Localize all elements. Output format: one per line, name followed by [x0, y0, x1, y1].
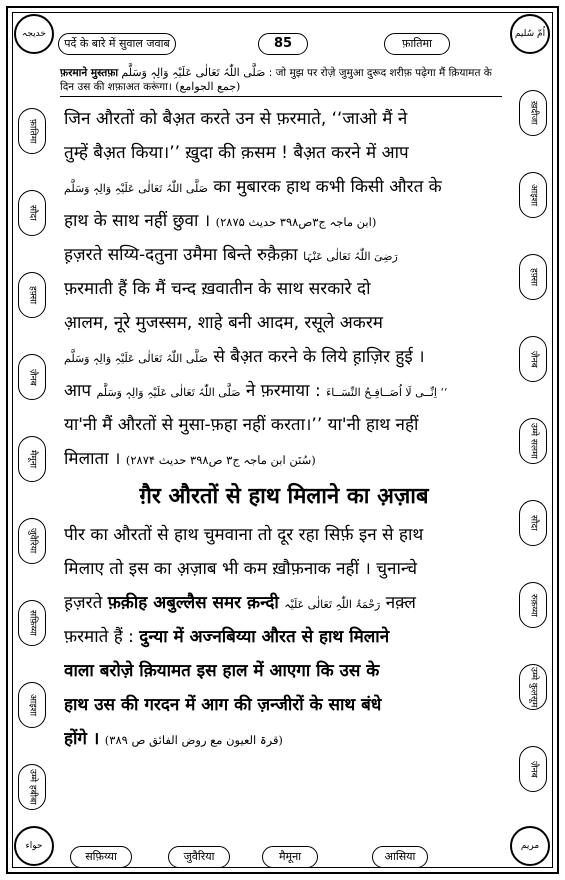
- hadith-arabic-quote: ‘‘ اِنِّــی لَا اُصَــافِـحُ النِّسَــاءَ: [326, 386, 448, 399]
- section-heading: ग़ैर औरतों से हाथ मिलाने का अ़ज़ाब: [139, 484, 429, 509]
- footer-tab-4: आसिया: [372, 846, 428, 868]
- corner-medallion-bottom-right: مریم: [510, 826, 550, 866]
- salutation-arabic: صَلَّی اللّٰہُ تَعَالٰی عَلَیْہِ وَالِہٖ وَسَلَّم: [64, 182, 208, 195]
- text-line: जिन औरतों को बैअ़त करते उन से फ़रमाते, ‘‘जाओ मैं ने: [64, 109, 408, 129]
- text-line-part: फ़रमाते हैं :: [64, 627, 134, 647]
- text-line: वाला बरोज़े क़ियामत इस हाल में आएगा कि उस के: [64, 661, 380, 681]
- top-note-text: : जो मुझ पर रोज़े जुमुआ दुरूद शरीफ़ पढ़ेगा मैं क़ियामत के दिन उस की: [60, 67, 492, 93]
- text-line-part: ह़ज़रते: [64, 593, 103, 613]
- salutation-arabic: صَلَّی اللّٰہُ تَعَالٰی عَلَیْہِ وَالِہٖ وَسَلَّم: [64, 352, 208, 365]
- text-line-part: का मुबारक हाथ कभी किसी औरत के: [213, 177, 442, 197]
- corner-medallion-top-right: اُمّ سُلیم: [510, 14, 550, 54]
- top-note-divider: [60, 96, 502, 97]
- text-line: या'नी मैं औरतों से मुसा-फ़हा नहीं करता।’’ या'नी हाथ नहीं: [64, 415, 419, 435]
- text-line-part: हाथ के साथ नहीं छुवा ।: [64, 211, 211, 231]
- book-reference: (قرۃ العیون مع روض الفائق ص ۳۸۹): [104, 733, 283, 747]
- rahmatullah-arabic: رَحْمَۃُ اللّٰہِ تَعَالٰی عَلَیْہ: [284, 598, 381, 611]
- text-line: आ़लम, नूरे मुजस्सम, शाहे बनी आदम, रसूले अकरम: [64, 313, 383, 333]
- text-line-part: मिलाता ।: [64, 449, 121, 469]
- side-medallion-right-5: उम्मे सलमा: [519, 418, 547, 464]
- text-line: पीर का औरतों से हाथ चुमवाना तो दूर रहा सिर्फ़ इन से हाथ: [64, 525, 424, 545]
- book-title-tab: पर्दे के बारे में सुवाल जवाब: [58, 33, 176, 55]
- text-line-part: आप: [64, 381, 92, 401]
- text-line: [64, 442, 504, 476]
- hadith-reference: (ابن ماجہ ج۳ص۳۹۸ حدیث ۲۸۷۵): [215, 215, 377, 229]
- top-note-text-2: शफ़ाअत करूंगा।: [107, 81, 172, 93]
- text-line-part: ह़ज़रते सय्यि-दतुना उमैमा बिन्ते रुक़ैक़ा: [64, 245, 298, 265]
- text-line-part: से बैअ़त करने के लिये ह़ाज़िर हुई ।: [213, 347, 425, 367]
- text-line-part: होंगे ।: [64, 729, 100, 749]
- salutation-arabic: صَلَّی اللّٰہُ تَعَالٰی عَلَیْہِ وَالِہٖ وَسَلَّم: [96, 386, 241, 399]
- text-line: फ़रमाती हैं कि मैं चन्द ख़वातीन के साथ सरकारे दो: [64, 279, 371, 299]
- side-medallion-right-6: सौदा: [519, 500, 547, 546]
- side-medallion-left-3: हफ़्सा: [18, 272, 46, 318]
- side-medallion-left-6: जुवैरिया: [18, 518, 46, 564]
- text-line: [64, 586, 504, 620]
- side-medallion-left-5: मैमूना: [18, 436, 46, 482]
- side-medallion-left-1: फ़ातिमा: [18, 108, 46, 154]
- side-medallion-left-8: आइशा: [18, 682, 46, 728]
- text-line: मिलाए तो इस का अ़ज़ाब भी कम ख़ौफ़नाक नहीं । चुनान्चे: [64, 559, 418, 579]
- text-line: [64, 620, 504, 654]
- side-medallion-left-2: सौदा: [18, 190, 46, 236]
- text-line: [64, 170, 504, 204]
- text-line: हाथ उस की गरदन में आग की ज़न्जीरों के साथ बंधे: [64, 695, 382, 715]
- side-medallion-left-7: सफ़िय्या: [18, 600, 46, 646]
- right-header-tab: फ़ातिमा: [384, 33, 450, 55]
- footer-tab-2: जुवैरिया: [168, 846, 230, 868]
- side-medallion-right-4: ज़ैनब: [519, 336, 547, 382]
- side-medallion-right-9: ज़ैनब: [519, 746, 547, 792]
- side-medallion-left-4: ज़ैनब: [18, 354, 46, 400]
- side-medallion-right-1: ख़दीजा: [519, 90, 547, 136]
- top-note-source: (جمع الجوامع): [175, 80, 241, 93]
- text-line: [64, 340, 504, 374]
- footer-tab-1: सफ़िय्या: [70, 846, 132, 868]
- side-medallion-right-3: हफ़्सा: [519, 254, 547, 300]
- side-medallion-right-8: उम्मे कुलसूम: [519, 664, 547, 710]
- text-line: तुम्हें बैअ़त किया।’’ ख़ुदा की क़सम ! बैअ़त करने में आप: [64, 143, 409, 163]
- top-note-label: फ़रमाने मुस्तफ़ा: [60, 67, 119, 79]
- text-line-part: ने फ़रमाया :: [245, 381, 321, 401]
- side-medallion-right-2: आइशा: [519, 172, 547, 218]
- top-note-salutation: صَلَّی اللّٰہُ تَعَالٰی عَلَیْہِ وَالِہٖ وَسَلَّم: [121, 66, 266, 79]
- radiallahu-arabic: رَضِیَ اللّٰہُ تَعَالٰی عَنْہَا: [303, 250, 398, 263]
- text-line-part: नक़्ल: [385, 593, 416, 613]
- corner-medallion-top-left: خدیجہ: [14, 14, 54, 54]
- text-line: [64, 238, 504, 272]
- corner-medallion-bottom-left: حواء: [14, 826, 54, 866]
- text-line: [64, 204, 504, 238]
- text-line-part-bold: दुन्या में अज्नबिय्या औरत से हाथ मिलाने: [139, 627, 390, 647]
- text-line: [64, 722, 504, 756]
- top-hadith-note: [60, 66, 502, 94]
- page-number: 85: [258, 33, 308, 55]
- side-medallion-left-9: उम्मे हबीबा: [18, 764, 46, 810]
- main-text: [64, 102, 504, 756]
- text-line: [64, 374, 504, 408]
- hadith-reference: (سُنَن ابن ماجہ ج۳ ص۳۹۸ حدیث ۲۸۷۴): [125, 453, 316, 467]
- footer-tab-3: मैमूना: [262, 846, 318, 868]
- scholar-name: फ़क़ीह अबुल्लैस समर क़न्दी: [107, 593, 279, 613]
- side-medallion-right-7: रुक़य्या: [519, 582, 547, 628]
